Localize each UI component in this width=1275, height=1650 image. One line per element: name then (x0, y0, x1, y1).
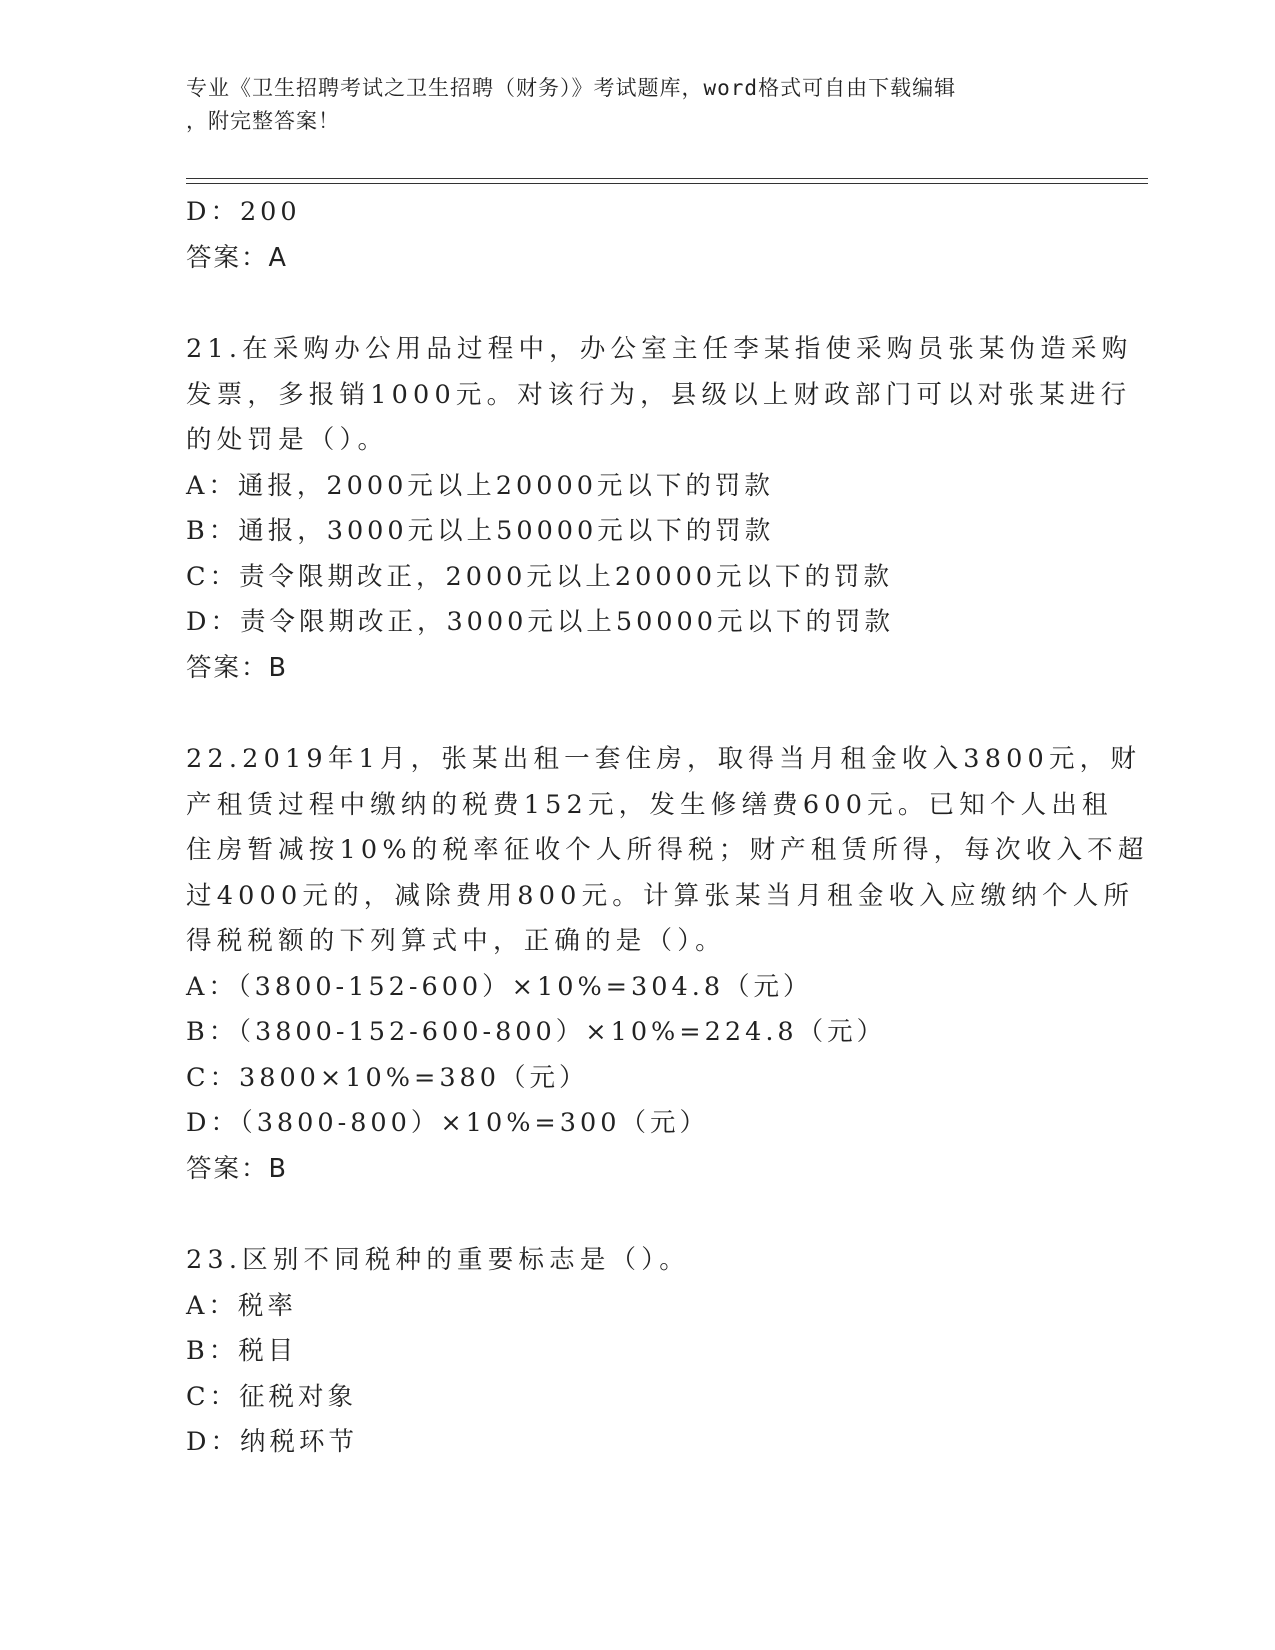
question-22 (186, 737, 1149, 1192)
header-divider-top (186, 178, 1148, 179)
option-c: C：征税对象 (186, 1381, 358, 1412)
question-stem-line: 发票，多报销1000元。对该行为，县级以上财政部门可以对张某进行 (186, 379, 1132, 410)
option-b: B：（3800-152-600-800）×10%=224.8（元） (186, 1017, 887, 1047)
prev-answer: 答案：A (186, 242, 288, 273)
header-line-1: 专业《卫生招聘考试之卫生招聘（财务）》考试题库，word格式可自由下载编辑 (186, 76, 957, 100)
question-21 (186, 327, 1133, 691)
option-c: C：3800×10%=380（元） (186, 1062, 589, 1093)
question-stem-line: 产租赁过程中缴纳的税费152元，发生修缮费600元。已知个人出租 (186, 789, 1113, 820)
question-stem-line: 21.在采购办公用品过程中，办公室主任李某指使采购员张某伪造采购 (186, 334, 1133, 364)
question-stem-line: 23.区别不同税种的重要标志是（）。 (186, 1245, 690, 1275)
question-stem-line: 住房暂减按10%的税率征收个人所得税；财产租赁所得，每次收入不超 (186, 835, 1149, 865)
option-d: D：责令限期改正，3000元以上50000元以下的罚款 (186, 607, 894, 637)
answer: 答案：B (186, 652, 288, 683)
header-line-2: ，附完整答案！ (186, 109, 340, 133)
question-23 (186, 1238, 1086, 1466)
page-header (186, 72, 1086, 138)
question-stem-line: 22.2019年1月，张某出租一套住房，取得当月租金收入3800元，财 (186, 744, 1142, 774)
option-a: A：（3800-152-600）×10%=304.8（元） (186, 971, 813, 1002)
option-c: C：责令限期改正，2000元以上20000元以下的罚款 (186, 561, 894, 592)
question-content (186, 190, 1149, 1466)
option-b: B：通报，3000元以上50000元以下的罚款 (186, 516, 775, 546)
header-divider-bottom (186, 183, 1148, 184)
option-a: A：税率 (186, 1290, 297, 1321)
option-b: B：税目 (186, 1336, 298, 1366)
question-stem-line: 过4000元的，减除费用800元。计算张某当月租金收入应缴纳个人所 (186, 880, 1135, 911)
option-d: D：（3800-800）×10%=300（元） (186, 1108, 709, 1138)
answer: 答案：B (186, 1153, 288, 1184)
option-d: D：纳税环节 (186, 1427, 358, 1457)
question-stem-line: 得税税额的下列算式中，正确的是（）。 (186, 926, 726, 956)
option-a: A：通报，2000元以上20000元以下的罚款 (186, 470, 774, 501)
prev-option-d: D：200 (186, 197, 301, 227)
question-stem-line: 的处罚是（）。 (186, 425, 389, 455)
